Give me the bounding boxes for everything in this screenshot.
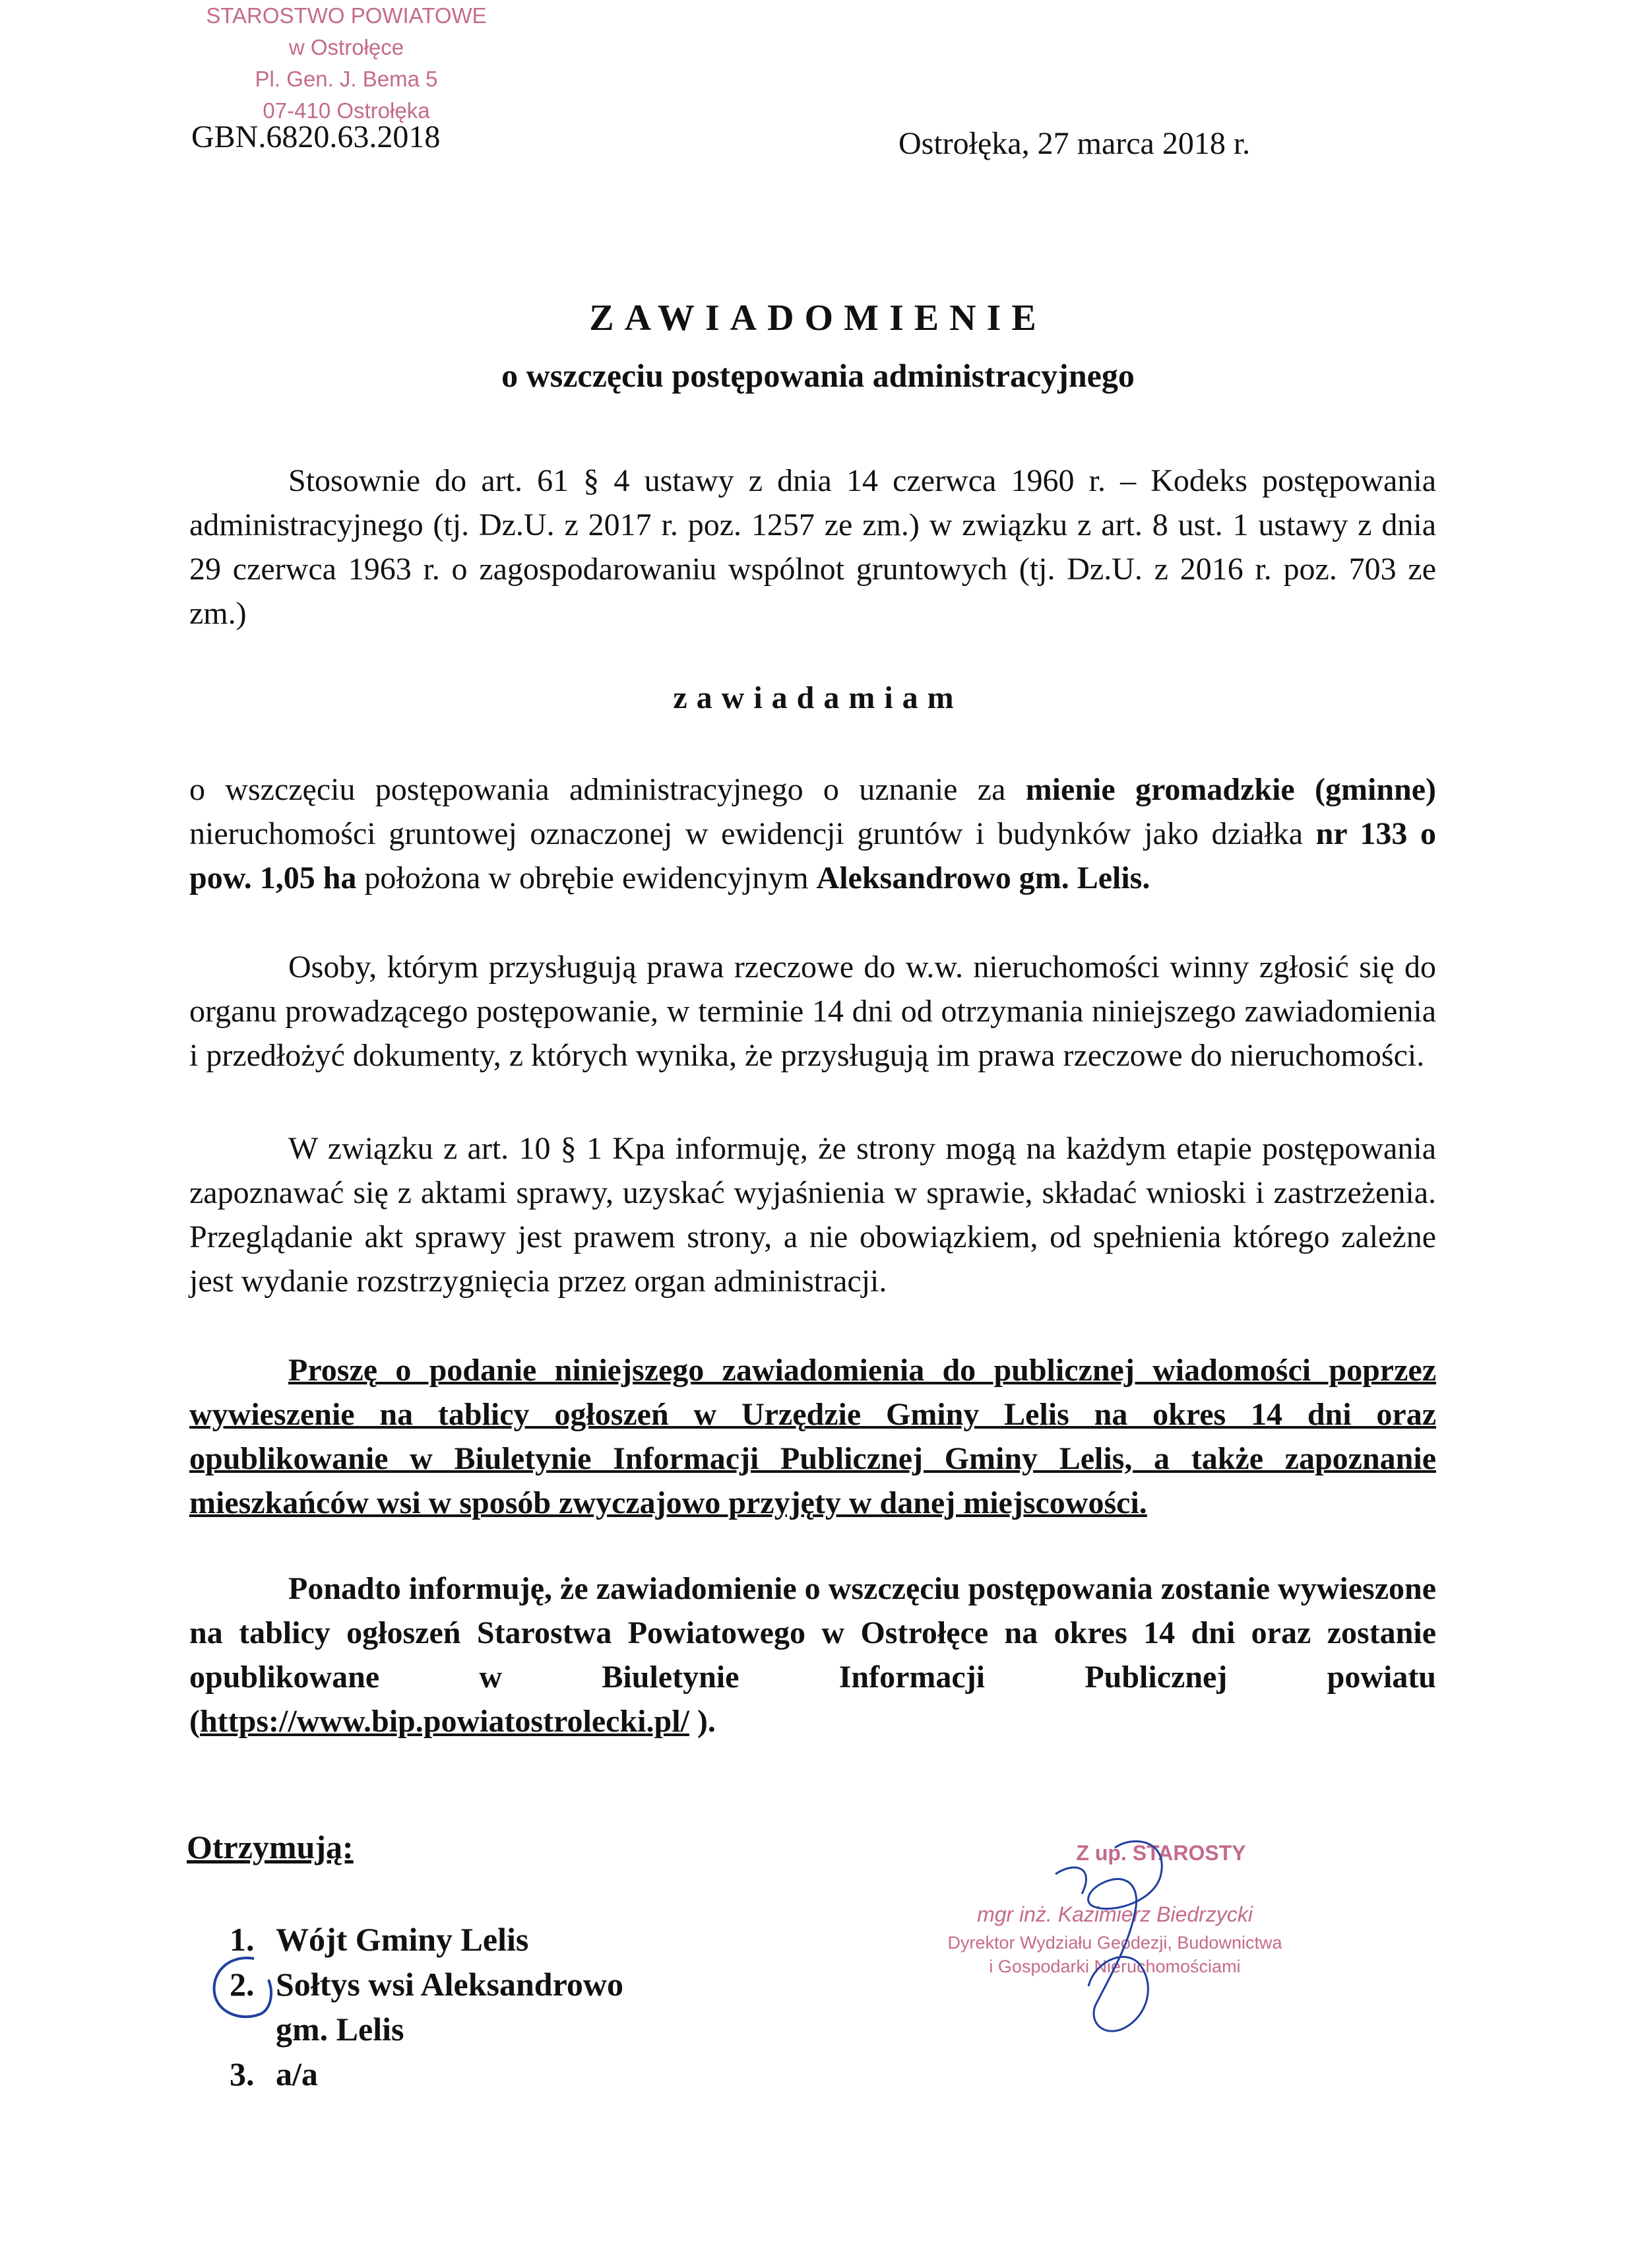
list-item: [230, 1962, 623, 2007]
kpa-paragraph: W związku z art. 10 § 1 Kpa informuję, że strony mogą na każdym etapie postępowania zapoznawać się z aktami sprawy, uzyskać wyjaśnienia w sprawie, składać wnioski i zastrzeżenia. Przeglądanie akt sprawy jest prawem strony, a nie obowiązkiem, od spełnienia którego zależne jest wydanie rozstrzygnięcia przez organ administracji.: [189, 1131, 1436, 1299]
list-item: [230, 1917, 623, 1962]
signature-authority: Z up. STAROSTY: [1076, 1841, 1246, 1865]
bold-run: Aleksandrowo gm. Lelis.: [816, 860, 1150, 895]
signer-department: i Gospodarki Nieruchomościami: [989, 1957, 1241, 1976]
reference-number: GBN.6820.63.2018: [191, 119, 441, 154]
stamp-line: 07-410 Ostrołęka: [263, 98, 430, 123]
bip-link[interactable]: https://www.bip.powiatostrolecki.pl/: [199, 1704, 689, 1739]
rights-paragraph: Osoby, którym przysługują prawa rzeczowe do w.w. nieruchomości winny zgłosić się do organu prowadzącego postępowanie, w terminie 14 dni od otrzymania niniejszego zawiadomienia i przedłożyć dokumenty, z których wynika, że przysługują im prawa rzeczowe do nieruchomości.: [189, 950, 1436, 1073]
bip-paragraph: [189, 1567, 1436, 1743]
office-stamp: [175, 0, 518, 127]
ink-circle-mark: [208, 1953, 280, 2026]
recipient-name: a/a: [276, 2056, 318, 2092]
list-number: 3.: [230, 2056, 255, 2092]
recipient-name: gm. Lelis: [276, 2011, 404, 2048]
recipients-label: Otrzymują:: [187, 1829, 354, 1865]
stamp-line: STAROSTWO POWIATOWE: [206, 3, 487, 28]
text-run: ).: [689, 1704, 716, 1739]
list-item: [230, 2052, 623, 2096]
document-title: ZAWIADOMIENIE: [589, 298, 1047, 339]
text-run: Ponadto informuję, że zawiadomienie o wszczęciu postępowania zostanie wywieszone na tablicy ogłoszeń Starostwa Powiatowego w Ostrołęce na okres 14 dni oraz zostanie opublikowane w Biuletynie Informacji Publicznej powiatu (: [189, 1571, 1436, 1739]
bold-run: mienie gromadzkie (gminne): [1025, 772, 1436, 807]
list-number: 1.: [230, 1921, 255, 1958]
bold-run: nr 133 o pow. 1,05 ha: [189, 816, 1436, 895]
text-run: nieruchomości gruntowej oznaczonej w ewidencji gruntów i budynków jako działka: [189, 816, 1316, 851]
list-number: 2.: [230, 1966, 255, 2003]
list-item: [230, 2007, 623, 2052]
recipient-name: Sołtys wsi Aleksandrowo: [276, 1966, 623, 2003]
stamp-line: w Ostrołęce: [288, 35, 404, 59]
stamp-line: Pl. Gen. J. Bema 5: [255, 67, 438, 91]
recipient-name: Wójt Gminy Lelis: [276, 1921, 529, 1958]
signer-name: mgr inż. Kazimierz Biedrzycki: [977, 1902, 1253, 1926]
proceedings-paragraph: [189, 767, 1436, 900]
publication-request-paragraph: Proszę o podanie niniejszego zawiadomienia do publicznej wiadomości poprzez wywieszenie na tablicy ogłoszeń w Urzędzie Gminy Lelis na okres 14 dni oraz opublikowanie w Biuletynie Informacji Publicznej Gminy Lelis, a także zapoznanie mieszkańców wsi w sposób zwyczajowo przyjęty w danej miejscowości.: [189, 1353, 1436, 1520]
recipients-list: [230, 1917, 623, 2096]
text-run: położona w obrębie ewidencyjnym: [356, 860, 817, 895]
text-run: o wszczęciu postępowania administracyjnego o uznanie za: [189, 772, 1026, 807]
handwritten-signature: [1016, 1834, 1214, 2052]
intro-paragraph: Stosownie do art. 61 § 4 ustawy z dnia 14 czerwca 1960 r. – Kodeks postępowania administracyjnego (tj. Dz.U. z 2017 r. poz. 1257 ze zm.) w związku z art. 8 ust. 1 ustawy z dnia 29 czerwca 1963 r. o zagospodarowaniu wspólnot gruntowych (tj. Dz.U. z 2016 r. poz. 703 ze zm.): [189, 463, 1436, 631]
document-date: Ostrołęka, 27 marca 2018 r.: [898, 126, 1251, 161]
signer-title: Dyrektor Wydziału Geodezji, Budownictwa: [947, 1933, 1282, 1953]
document-subtitle: o wszczęciu postępowania administracyjnego: [501, 357, 1135, 394]
notify-heading: zawiadamiam: [673, 680, 963, 715]
